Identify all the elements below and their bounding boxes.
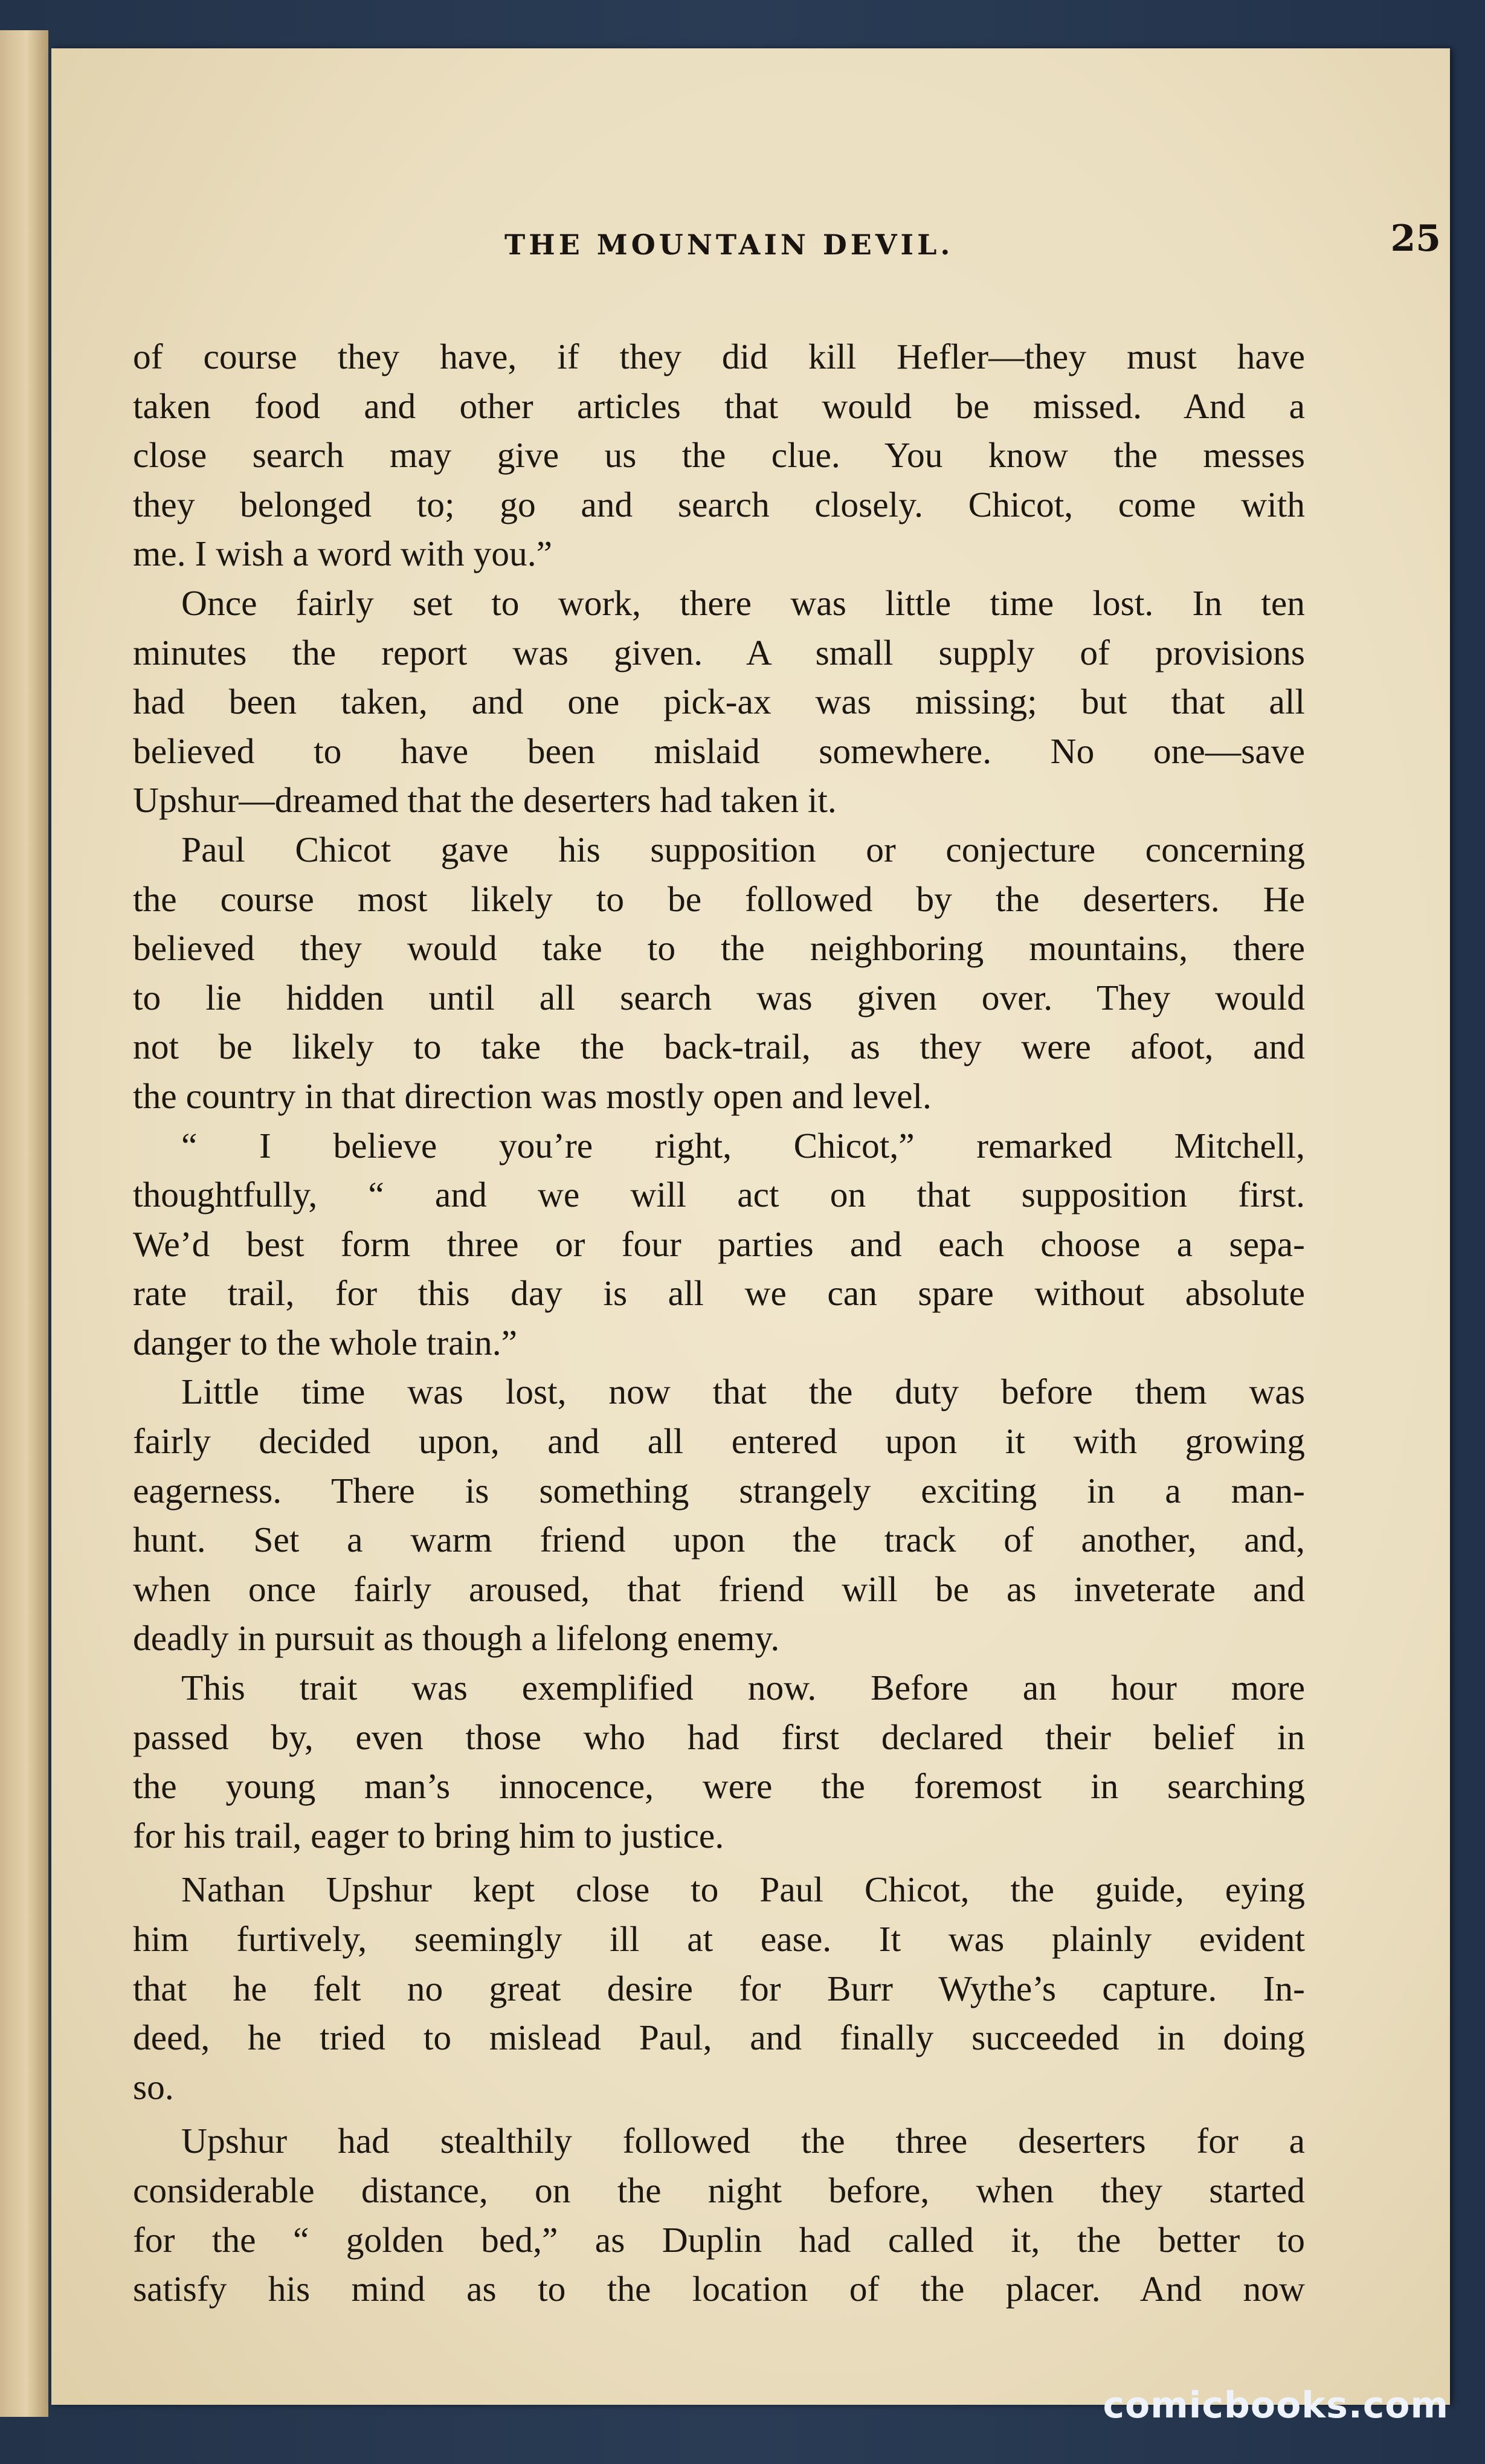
text-line: had been taken, and one pick-ax was missing; but that all — [133, 682, 1305, 722]
text-line: for his trail, eager to bring him to justice. — [133, 1815, 724, 1856]
text-line: “ I believe you’re right, Chicot,” remarked Mitchell, — [181, 1125, 1305, 1166]
page-edge-left — [0, 30, 48, 2417]
text-line: hunt. Set a warm friend upon the track of another, and, — [133, 1520, 1305, 1560]
text-line: to lie hidden until all search was given over. They would — [133, 977, 1305, 1018]
page-header — [450, 199, 1441, 272]
text-line: for the “ golden bed,” as Duplin had called it, the better to — [133, 2219, 1305, 2260]
text-line: they belonged to; go and search closely. Chicot, come with — [133, 484, 1305, 524]
text-line: Little time was lost, now that the duty before them was — [181, 1372, 1305, 1412]
text-line: him furtively, seemingly ill at ease. It was plainly evident — [133, 1919, 1305, 1959]
text-line: Upshur—dreamed that the deserters had taken it. — [133, 780, 837, 821]
text-line: Upshur had stealthily followed the three deserters for a — [181, 2121, 1305, 2161]
text-line: taken food and other articles that would be missed. And a — [133, 385, 1305, 426]
text-line: deadly in pursuit as though a lifelong enemy. — [133, 1618, 780, 1659]
text-line: rate trail, for this day is all we can spare without absolute — [133, 1273, 1305, 1314]
text-line: deed, he tried to mislead Paul, and finally succeeded in doing — [133, 2017, 1305, 2058]
text-line: We’d best form three or four parties and each choose a sepa- — [133, 1224, 1305, 1264]
body-text — [133, 332, 1305, 2314]
text-line: fairly decided upon, and all entered upon it with growing — [133, 1421, 1305, 1462]
text-line: believed they would take to the neighboring mountains, there — [133, 928, 1305, 969]
text-line: of course they have, if they did kill Hefler—they must have — [133, 337, 1305, 376]
text-line: passed by, even those who had first declared their belief in — [133, 1717, 1305, 1757]
text-line: minutes the report was given. A small supply of provisions — [133, 632, 1305, 672]
text-line: satisfy his mind as to the location of the placer. And now — [133, 2269, 1305, 2309]
text-line: close search may give us the clue. You know the messes — [133, 435, 1305, 476]
text-line: eagerness. There is something strangely exciting in a man- — [133, 1470, 1305, 1511]
page-number: 25 — [1390, 218, 1441, 260]
text-line: thoughtfully, “ and we will act on that supposition first. — [133, 1175, 1305, 1215]
running-title: THE MOUNTAIN DEVIL. — [504, 228, 954, 261]
text-line: the young man’s innocence, were the foremost in searching — [133, 1766, 1305, 1807]
text-line: Nathan Upshur kept close to Paul Chicot, the guide, eying — [181, 1869, 1305, 1910]
text-line: so. — [133, 2066, 174, 2107]
text-line: believed to have been mislaid somewhere. No one—save — [133, 730, 1305, 771]
text-line: when once fairly aroused, that friend will be as inveterate and — [133, 1569, 1305, 1609]
text-line: danger to the whole train.” — [133, 1322, 518, 1363]
book-page — [51, 48, 1450, 2405]
text-line: me. I wish a word with you.” — [133, 534, 553, 574]
text-line: Paul Chicot gave his supposition or conjecture concerning — [181, 829, 1305, 869]
text-line: not be likely to take the back-trail, as they were afoot, and — [133, 1027, 1305, 1067]
text-line: considerable distance, on the night before, when they started — [133, 2170, 1305, 2210]
text-line: the country in that direction was mostly open and level. — [133, 1076, 932, 1116]
watermark: comicbooks.com — [1103, 2384, 1449, 2427]
text-line: that he felt no great desire for Burr Wythe’s capture. In- — [133, 1968, 1305, 2008]
text-line: This trait was exemplified now. Before an hour more — [181, 1668, 1305, 1708]
text-line: Once fairly set to work, there was little time lost. In ten — [181, 582, 1305, 623]
text-line: the course most likely to be followed by the deserters. He — [133, 879, 1305, 919]
